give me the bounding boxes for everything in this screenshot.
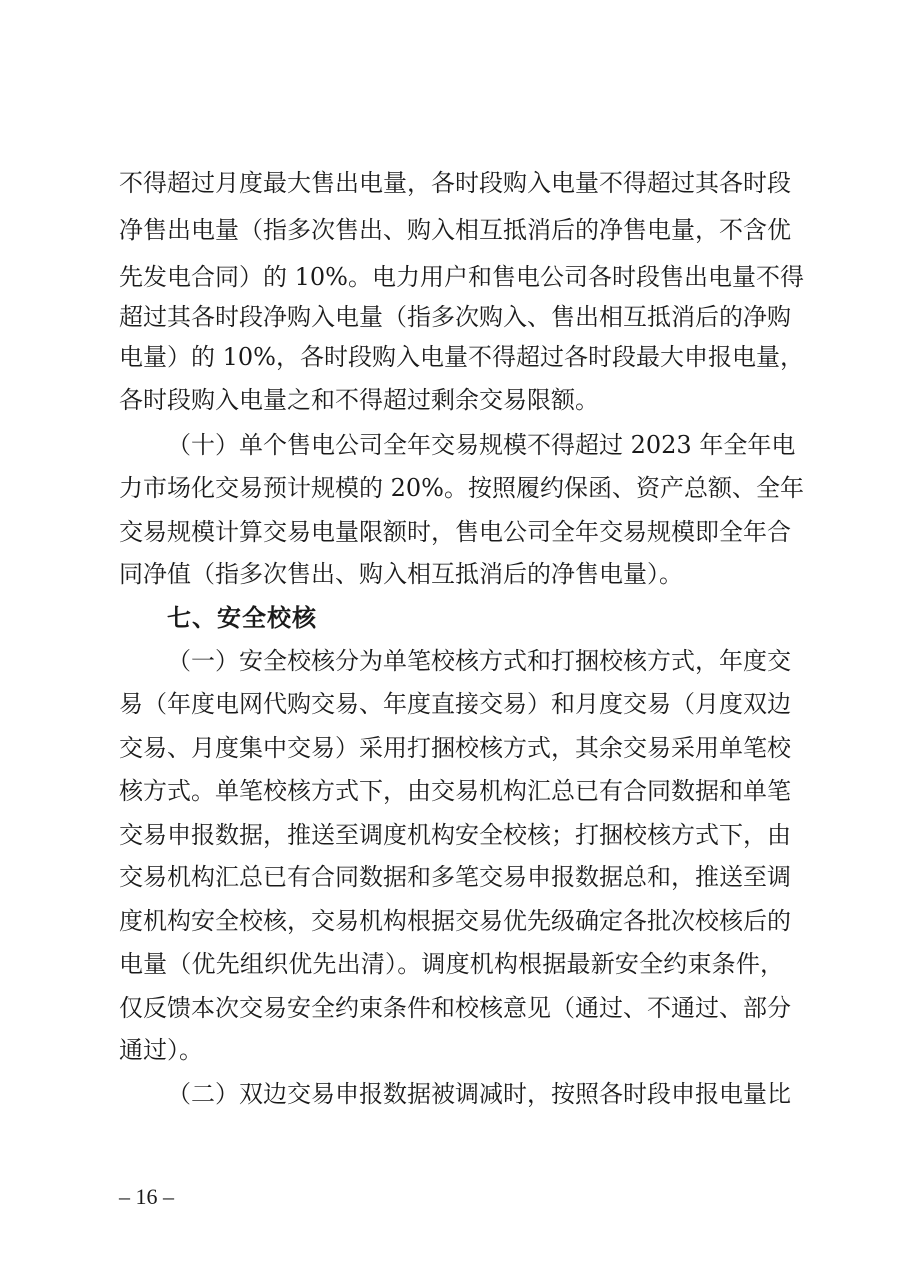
clause-2-line: （二）双边交易申报数据被调减时，按照各时段申报电量比 [167,1080,791,1108]
clause-1-line: （一）安全校核分为单笔校核方式和打捆校核方式，年度交 [167,647,791,675]
paragraph-line: 不得超过月度最大售出电量，各时段购入电量不得超过其各时段 [119,169,791,197]
paragraph-line: 电量）的 10%，各时段购入电量不得超过各时段最大申报电量， [119,343,804,371]
clause-1-line: 交易机构汇总已有合同数据和多笔交易申报数据总和，推送至调 [119,863,791,891]
clause-1-line: 交易申报数据，推送至调度机构安全校核；打捆校核方式下，由 [119,821,791,849]
paragraph-line: 先发电合同）的 10%。电力用户和售电公司各时段售出电量不得 [119,263,804,291]
page-number: – 16 – [119,1184,174,1209]
clause-10-line: 同净值（指多次售出、购入相互抵消后的净售电量）。 [119,560,683,588]
paragraph-line: 超过其各时段净购入电量（指多次购入、售出相互抵消后的净购 [119,303,791,331]
paragraph-line: 各时段购入电量之和不得超过剩余交易限额。 [119,386,599,414]
clause-1-line: 核方式。单笔校核方式下，由交易机构汇总已有合同数据和单笔 [119,777,791,805]
clause-10-line: 力市场化交易预计规模的 20%。按照履约保函、资产总额、全年 [119,474,804,502]
clause-1-line: 通过）。 [119,1036,203,1064]
clause-1-line: 度机构安全校核，交易机构根据交易优先级确定各批次校核后的 [119,907,791,935]
clause-1-line: 交易、月度集中交易）采用打捆校核方式，其余交易采用单笔校 [119,734,791,762]
section-heading: 七、安全校核 [167,604,317,632]
clause-10-line: （十）单个售电公司全年交易规模不得超过 2023 年全年电 [167,431,796,459]
clause-1-line: 易（年度电网代购交易、年度直接交易）和月度交易（月度双边 [119,690,791,718]
clause-1-line: 电量（优先组织优先出清）。调度机构根据最新安全约束条件， [119,950,784,978]
paragraph-line: 净售出电量（指多次售出、购入相互抵消后的净售电量，不含优 [119,216,791,244]
clause-1-line: 仅反馈本次交易安全约束条件和校核意见（通过、不通过、部分 [119,994,791,1022]
clause-10-line: 交易规模计算交易电量限额时，售电公司全年交易规模即全年合 [119,518,791,546]
